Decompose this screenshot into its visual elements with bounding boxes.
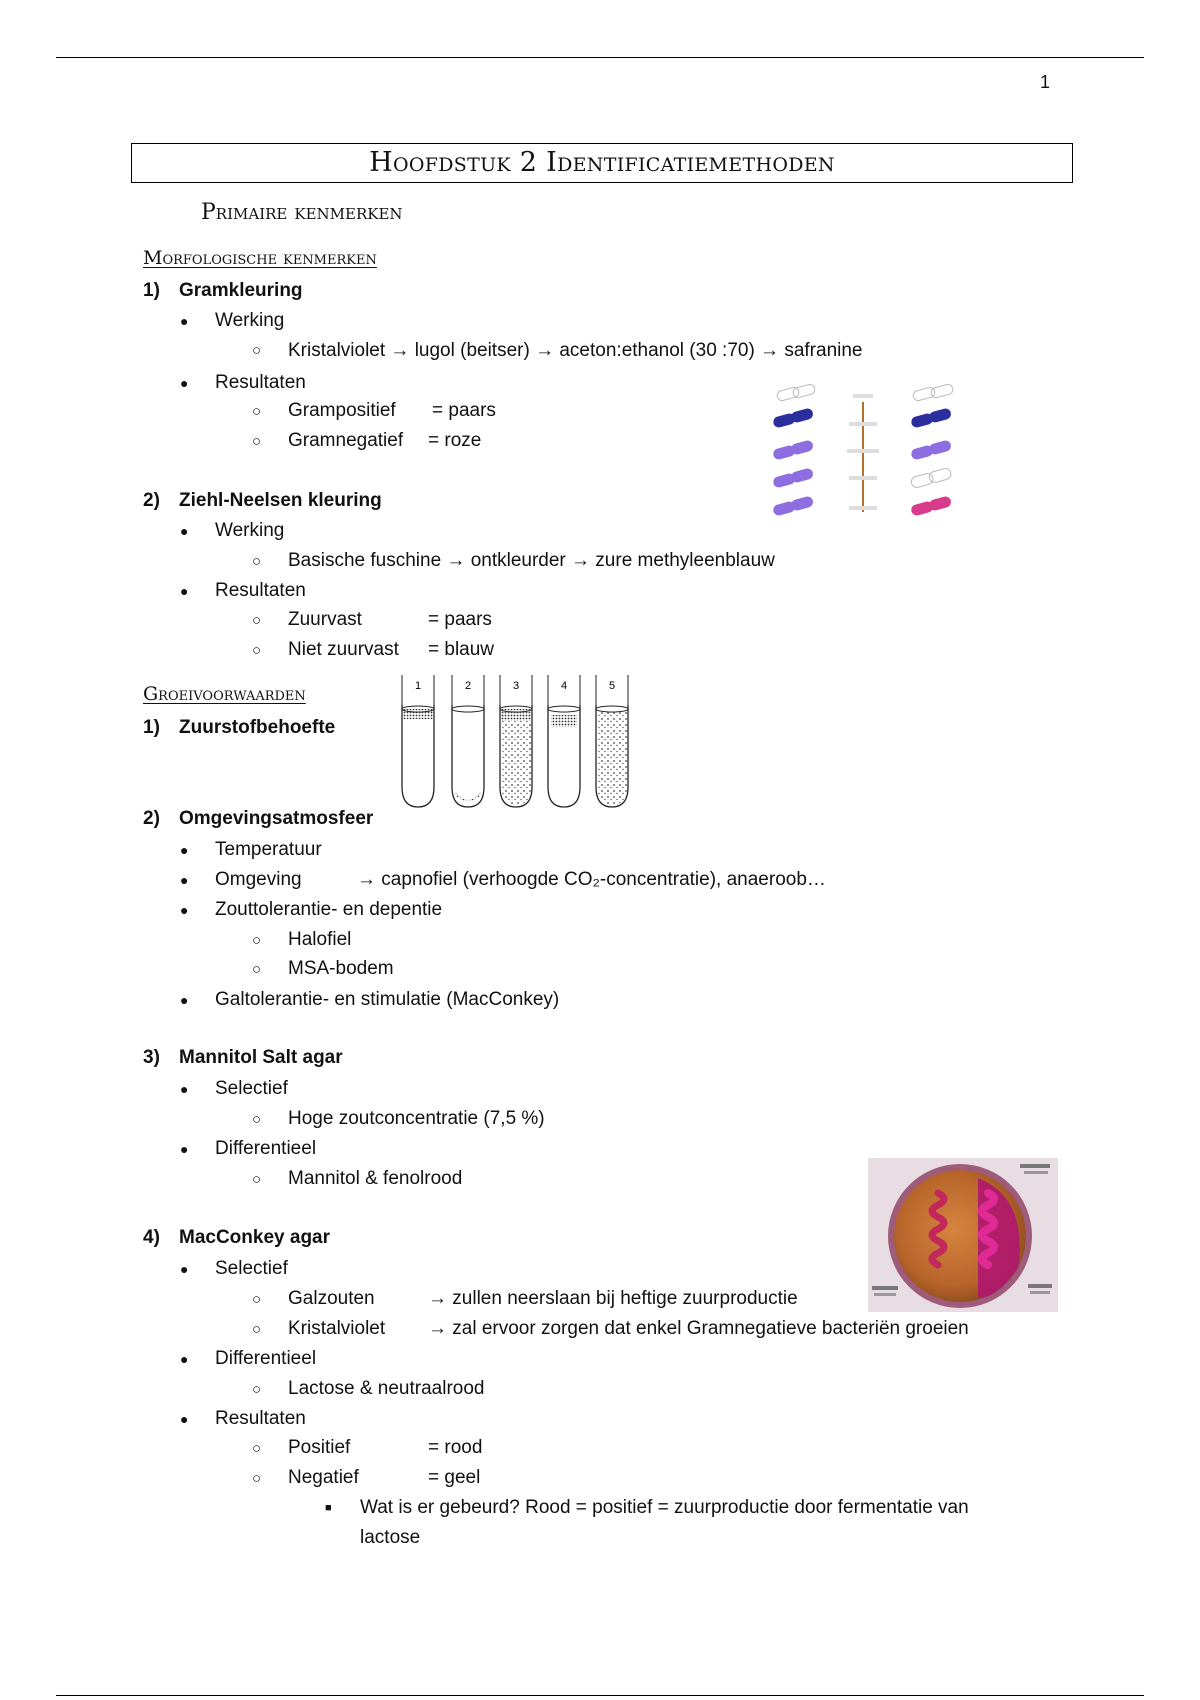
gramnegatief-label: Gramnegatief xyxy=(288,430,404,451)
resultaten-label: Resultaten xyxy=(215,1408,306,1429)
msa-bodem-label: MSA-bodem xyxy=(288,958,394,979)
werking-label: Werking xyxy=(215,310,285,331)
werking-label: Werking xyxy=(215,520,285,541)
staining-steps-column xyxy=(847,394,879,512)
item-gramkleuring: 1) Gramkleuring xyxy=(143,280,303,301)
grampositief-label: Grampositief xyxy=(288,400,396,421)
negatief-label: Negatief xyxy=(288,1467,359,1488)
item-title: Mannitol Salt agar xyxy=(179,1047,343,1068)
gramnegatief-value: = roze xyxy=(428,430,482,451)
positief-label: Positief xyxy=(288,1437,351,1458)
circle-bullet-icon: ○ xyxy=(252,433,262,450)
bullet-icon: ● xyxy=(180,523,189,539)
tube-label: 5 xyxy=(608,680,616,692)
tube-4 xyxy=(548,675,580,807)
selectief-label: Selectief xyxy=(215,1078,288,1099)
werking-detail: Kristalviolet → lugol (beitser) → aceton:ethanol (30 :70) → safranine xyxy=(288,340,863,361)
section-groeivoorwaarden: Groeivoorwaarden xyxy=(143,683,306,705)
negatief-value: = geel xyxy=(428,1467,481,1488)
tube-5 xyxy=(596,675,628,807)
circle-bullet-icon: ○ xyxy=(252,1381,262,1398)
zuurvast-value: = paars xyxy=(428,609,492,630)
differentieel-label: Differentieel xyxy=(215,1138,317,1159)
square-bullet-icon: ■ xyxy=(325,1502,332,1514)
item-ziehl-neelsen: 2) Ziehl-Neelsen kleuring xyxy=(143,490,382,511)
galzouten-value: → zullen neerslaan bij heftige zuurproductie xyxy=(428,1288,798,1309)
gram-positive-column xyxy=(772,383,816,516)
differentieel-label: Differentieel xyxy=(215,1348,317,1369)
item-title: Zuurstofbehoefte xyxy=(179,717,336,738)
macconkey-plate-photo xyxy=(868,1158,1058,1312)
circle-bullet-icon: ○ xyxy=(252,612,262,629)
circle-bullet-icon: ○ xyxy=(252,961,262,978)
bullet-icon: ● xyxy=(180,375,189,391)
omgeving-value: → capnofiel (verhoogde CO₂-concentratie), anaeroob… xyxy=(357,869,826,890)
note-line-2: lactose xyxy=(360,1527,421,1548)
niet-zuurvast-label: Niet zuurvast xyxy=(288,639,399,660)
temperatuur-label: Temperatuur xyxy=(215,839,322,860)
circle-bullet-icon: ○ xyxy=(252,553,262,570)
werking-detail: Basische fuschine → ontkleurder → zure methyleenblauw xyxy=(288,550,775,571)
resultaten-label: Resultaten xyxy=(215,580,306,601)
bullet-icon: ● xyxy=(180,583,189,599)
grampositief-value: = paars xyxy=(432,400,496,421)
zouttolerantie-label: Zouttolerantie- en depentie xyxy=(215,899,443,920)
circle-bullet-icon: ○ xyxy=(252,932,262,949)
circle-bullet-icon: ○ xyxy=(252,1470,262,1487)
oxygen-tubes-figure xyxy=(400,675,640,811)
circle-bullet-icon: ○ xyxy=(252,642,262,659)
chapter-title: Hoofdstuk 2 Identificatiemethoden xyxy=(131,143,1073,183)
tube-2 xyxy=(452,675,484,807)
niet-zuurvast-value: = blauw xyxy=(428,639,495,660)
circle-bullet-icon: ○ xyxy=(252,1321,262,1338)
zuurvast-label: Zuurvast xyxy=(288,609,362,630)
item-mannitol-salt-agar: 3) Mannitol Salt agar xyxy=(143,1047,343,1068)
halofiel-label: Halofiel xyxy=(288,929,352,950)
positief-value: = rood xyxy=(428,1437,483,1458)
kristalviolet-label: Kristalviolet xyxy=(288,1318,386,1339)
bullet-icon: ● xyxy=(180,1261,189,1277)
circle-bullet-icon: ○ xyxy=(252,1291,262,1308)
top-rule xyxy=(56,57,1144,58)
bullet-icon: ● xyxy=(180,992,189,1008)
bullet-icon: ● xyxy=(180,1141,189,1157)
item-title: Ziehl-Neelsen kleuring xyxy=(179,490,382,511)
galtolerantie-label: Galtolerantie- en stimulatie (MacConkey) xyxy=(215,989,560,1010)
bullet-icon: ● xyxy=(180,1081,189,1097)
note-line-1: Wat is er gebeurd? Rood = positief = zuurproductie door fermentatie van xyxy=(360,1497,969,1518)
gram-stain-figure xyxy=(765,372,965,527)
bullet-icon: ● xyxy=(180,1411,189,1427)
section-morfologische-kenmerken: Morfologische kenmerken xyxy=(143,247,377,269)
section-heading: Primaire kenmerken xyxy=(201,200,403,225)
galzouten-label: Galzouten xyxy=(288,1288,375,1309)
bullet-icon: ● xyxy=(180,872,189,888)
circle-bullet-icon: ○ xyxy=(252,1171,262,1188)
circle-bullet-icon: ○ xyxy=(252,1111,262,1128)
item-zuurstofbehoefte: 1) Zuurstofbehoefte xyxy=(143,717,336,738)
tube-1 xyxy=(402,675,434,807)
bottom-rule xyxy=(56,1695,1144,1696)
circle-bullet-icon: ○ xyxy=(252,1440,262,1457)
bullet-icon: ● xyxy=(180,842,189,858)
tube-label: 3 xyxy=(512,680,520,692)
circle-bullet-icon: ○ xyxy=(252,403,262,420)
differentieel-detail: Mannitol & fenolrood xyxy=(288,1168,463,1189)
bullet-icon: ● xyxy=(180,313,189,329)
resultaten-label: Resultaten xyxy=(215,372,306,393)
omgeving-label: Omgeving xyxy=(215,869,302,890)
circle-bullet-icon: ○ xyxy=(252,342,262,359)
differentieel-detail: Lactose & neutraalrood xyxy=(288,1378,485,1399)
tube-label: 4 xyxy=(560,680,568,692)
selectief-label: Selectief xyxy=(215,1258,288,1279)
tube-label: 2 xyxy=(464,680,472,692)
item-macconkey-agar: 4) MacConkey agar xyxy=(143,1227,331,1248)
bullet-icon: ● xyxy=(180,1351,189,1367)
page-number: 1 xyxy=(1040,72,1051,92)
tube-label: 1 xyxy=(414,680,422,692)
item-title: Gramkleuring xyxy=(179,280,303,301)
item-title: Omgevingsatmosfeer xyxy=(179,808,374,829)
item-title: MacConkey agar xyxy=(179,1227,331,1248)
selectief-detail: Hoge zoutconcentratie (7,5 %) xyxy=(288,1108,545,1129)
bullet-icon: ● xyxy=(180,902,189,918)
kristalviolet-value: → zal ervoor zorgen dat enkel Gramnegatieve bacteriën groeien xyxy=(428,1318,969,1339)
gram-negative-column xyxy=(910,383,954,516)
tube-3 xyxy=(500,675,532,807)
item-omgevingsatmosfeer: 2) Omgevingsatmosfeer xyxy=(143,808,374,829)
